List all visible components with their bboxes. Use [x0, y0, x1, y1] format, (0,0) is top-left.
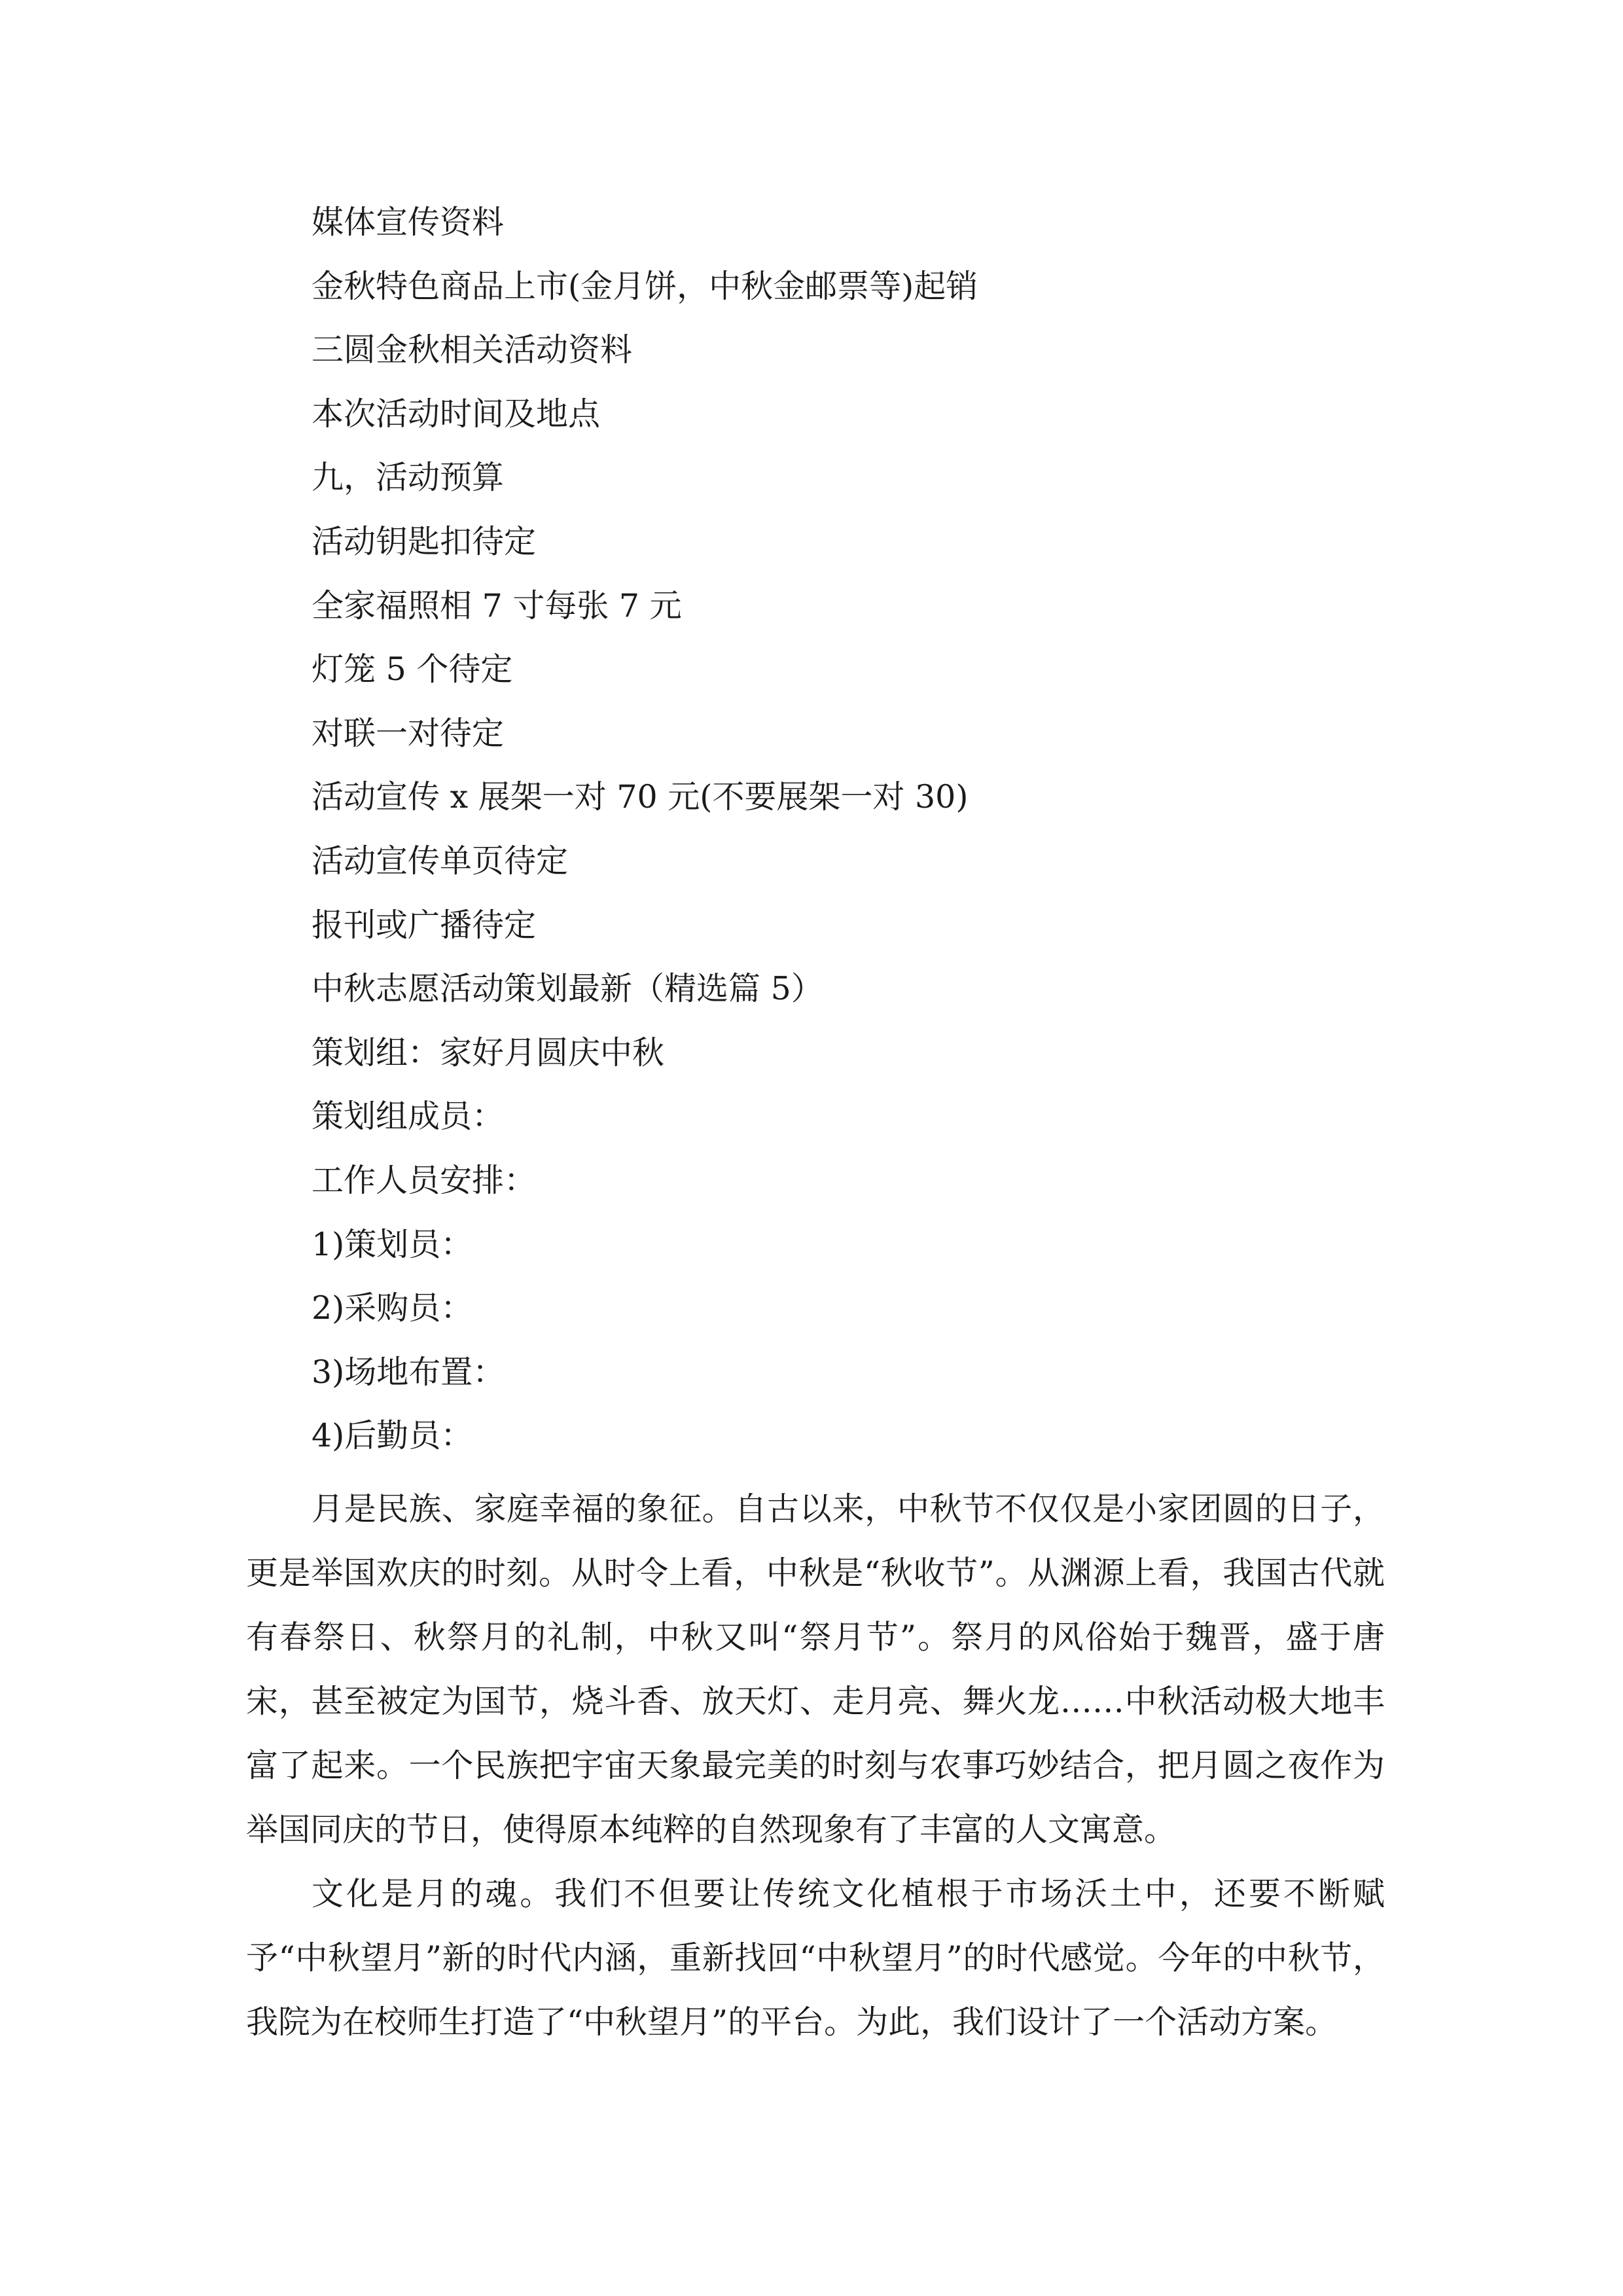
paragraph: 月是民族、家庭幸福的象征。自古以来，中秋节不仅仅是小家团圆的日子，更是举国欢庆的时刻。从时令上看，中秋是“秋收节”。从渊源上看，我国古代就有春祭日、秋祭月的礼制，中秋又叫“祭月节”。祭月的风俗始于魏晋，盛于唐宋，甚至被定为国节，烧斗香、放天灯、走月亮、舞火龙……中秋活动极大地丰富了起来。一个民族把宇宙天象最完美的时刻与农事巧妙结合，把月圆之夜作为举国同庆的节日，使得原本纯粹的自然现象有了丰富的人文寓意。 [246, 1490, 1385, 1848]
article-title: 中秋志愿活动策划最新（精选篇 5） [312, 970, 823, 1008]
list-line: 活动宣传 x 展架一对 70 元(不要展架一对 30) [312, 778, 969, 816]
paragraph: 文化是月的魂。我们不但要让传统文化植根于市场沃土中，还要不断赋予“中秋望月”新的时代内涵，重新找回“中秋望月”的时代感觉。今年的中秋节，我院为在校师生打造了“中秋望月”的平台。为此，我们设计了一个活动方案。 [246, 1874, 1385, 2041]
list-line: 策划组成员： [312, 1098, 505, 1136]
document-body [246, 200, 1385, 2054]
list-line: 3)场地布置： [312, 1353, 505, 1391]
list-line: 三圆金秋相关活动资料 [312, 331, 633, 369]
body-paragraphs [246, 1477, 1385, 2054]
list-line: 4)后勤员： [312, 1417, 473, 1455]
list-line: 报刊或广播待定 [312, 906, 537, 944]
list-line: 媒体宣传资料 [312, 204, 505, 241]
list-line: 对联一对待定 [312, 714, 505, 752]
list-line: 活动宣传单页待定 [312, 842, 569, 880]
list-line: 策划组：家好月圆庆中秋 [312, 1033, 665, 1071]
list-line: 活动钥匙扣待定 [312, 522, 537, 560]
list-line: 本次活动时间及地点 [312, 395, 601, 433]
list-line: 全家福照相 7 寸每张 7 元 [312, 586, 682, 624]
section-heading-budget: 九，活动预算 [312, 459, 505, 497]
list-line: 1)策划员： [312, 1225, 473, 1263]
list-line: 工作人员安排： [312, 1161, 537, 1199]
list-line: 灯笼 5 个待定 [312, 651, 513, 689]
item-list [246, 200, 1385, 1477]
list-line: 金秋特色商品上市(金月饼，中秋金邮票等)起销 [312, 267, 978, 305]
list-line: 2)采购员： [312, 1289, 473, 1327]
